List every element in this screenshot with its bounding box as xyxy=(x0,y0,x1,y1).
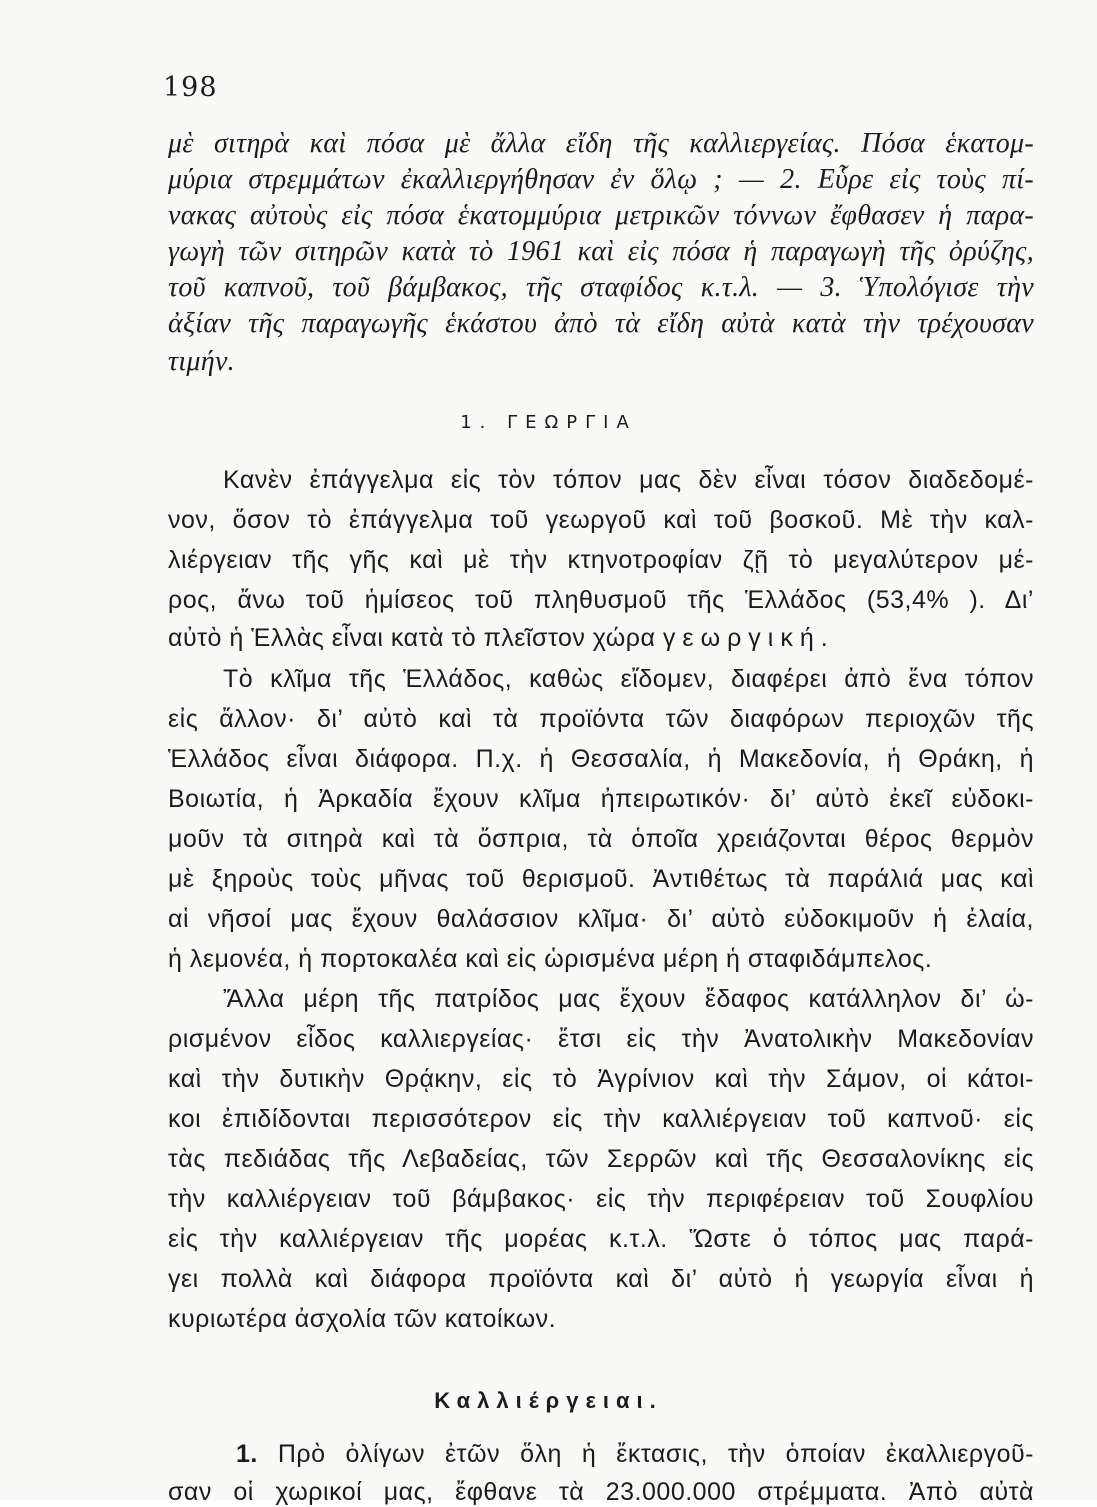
paragraph-line: λιέργειαν τῆς γῆς καὶ μὲ τὴν κτηνοτροφίαν ζῇ τὸ μεγαλύτερον μέ- xyxy=(168,546,1034,574)
intro-line: μὲ σιτηρὰ καὶ πόσα μὲ ἄλλα εἴδη τῆς καλλιεργείας. Πόσα ἑκατομ- xyxy=(168,128,1034,159)
paragraph-line: ρος, ἄνω τοῦ ἡμίσεος τοῦ πληθυσμοῦ τῆς Ἑλλάδος (53,4% ). Δι’ xyxy=(168,586,1034,614)
emphasized-word: γεωργική xyxy=(662,624,821,652)
paragraph-line: Κανὲν ἐπάγγελμα εἰς τὸν τόπον μας δὲν εἶναι τόσον διαδεδομέ- xyxy=(223,466,1034,494)
subheading: Καλλιέργειαι. xyxy=(434,1388,663,1413)
page-number: 198 xyxy=(163,72,218,103)
intro-line: τοῦ καπνοῦ, τοῦ βάμβακος, τῆς σταφίδος κ.τ.λ. — 3. Ὑπολόγισε τὴν xyxy=(168,272,1034,303)
paragraph-line-numbered xyxy=(236,1440,1034,1469)
paragraph-line: αἱ νῆσοί μας ἔχουν θαλάσσιον κλῖμα· δι’ αὐτὸ εὐδοκιμοῦν ἡ ἐλαία, xyxy=(168,905,1034,933)
paragraph-text: Πρὸ ὀλίγων ἐτῶν ὅλη ἡ ἔκτασις, τὴν ὁποίαν ἐκαλλιεργοῦ- xyxy=(277,1440,1034,1468)
intro-line: γωγὴ τῶν σιτηρῶν κατὰ τὸ 1961 καὶ εἰς πόσα ἡ παραγωγὴ τῆς ὀρύζης, xyxy=(168,236,1034,267)
intro-line: μύρια στρεμμάτων ἐκαλλιεργήθησαν ἐν ὅλῳ ; — 2. Εὗρε εἰς τοὺς πί- xyxy=(168,164,1034,195)
paragraph-line-last xyxy=(168,624,1034,653)
paragraph-line: Ἄλλα μέρη τῆς πατρίδος μας ἔχουν ἔδαφος κατάλληλον δι’ ὡ- xyxy=(223,985,1034,1013)
paragraph-line: Ἑλλάδος εἶναι διάφορα. Π.χ. ἡ Θεσσαλία, ἡ Μακεδονία, ἡ Θράκη, ἡ xyxy=(168,745,1034,773)
intro-line: τιμήν. xyxy=(168,346,235,377)
paragraph-line: νον, ὅσον τὸ ἐπάγγελμα τοῦ γεωργοῦ καὶ τοῦ βοσκοῦ. Μὲ τὴν καλ- xyxy=(168,506,1034,534)
paragraph-line: ρισμένον εἶδος καλλιεργείας· ἔτσι εἰς τὴν Ἀνατολικὴν Μακεδονίαν xyxy=(168,1025,1034,1053)
paragraph-line: εἰς ἄλλον· δι’ αὐτὸ καὶ τὰ προϊόντα τῶν διαφόρων περιοχῶν τῆς xyxy=(168,705,1034,733)
paragraph-line: ἡ λεμονέα, ἡ πορτοκαλέα καὶ εἰς ὡρισμένα μέρη ἡ σταφιδάμπελος. xyxy=(168,945,933,973)
paragraph-line: κυριωτέρα ἀσχολία τῶν κατοίκων. xyxy=(168,1305,557,1333)
paragraph-line: Τὸ κλῖμα τῆς Ἑλλάδος, καθὼς εἴδομεν, διαφέρει ἀπὸ ἕνα τόπον xyxy=(223,665,1034,693)
paragraph-line: καὶ τὴν δυτικὴν Θρᾴκην, εἰς τὸ Ἀγρίνιον καὶ τὴν Σάμον, οἱ κάτοι- xyxy=(168,1065,1034,1093)
paragraph-line: εἰς τὴν καλλιέργειαν τῆς μορέας κ.τ.λ. Ὥστε ὁ τόπος μας παρά- xyxy=(168,1225,1034,1253)
paragraph-text: αὐτὸ ἡ Ἑλλὰς εἶναι κατὰ τὸ πλεῖστον χώρα xyxy=(168,624,656,652)
intro-line: ἀξίαν τῆς παραγωγῆς ἑκάστου ἀπὸ τὰ εἴδη αὐτὰ κατὰ τὴν τρέχουσαν xyxy=(168,308,1034,339)
paragraph-line: κοι ἐπιδίδονται περισσότερον εἰς τὴν καλλιέργειαν τοῦ καπνοῦ· εἰς xyxy=(168,1105,1034,1133)
paragraph-line: Βοιωτία, ἡ Ἀρκαδία ἔχουν κλῖμα ἠπειρωτικόν· δι’ αὐτὸ ἐκεῖ εὐδοκι- xyxy=(168,785,1034,813)
section-heading: 1. ΓΕΩΡΓΙΑ xyxy=(460,412,637,433)
intro-line: νακας αὐτοὺς εἰς πόσα ἑκατομμύρια μετρικῶν τόννων ἔφθασεν ἡ παρα- xyxy=(168,200,1034,231)
paragraph-line: μοῦν τὰ σιτηρὰ καὶ τὰ ὄσπρια, τὰ ὁποῖα χρειάζονται θέρος θερμὸν xyxy=(168,825,1034,853)
paragraph-line: τὴν καλλιέργειαν τοῦ βάμβακος· εἰς τὴν περιφέρειαν τοῦ Σουφλίου xyxy=(168,1185,1034,1213)
paragraph-line: γει πολλὰ καὶ διάφορα προϊόντα καὶ δι’ αὐτὸ ἡ γεωργία εἶναι ἡ xyxy=(168,1265,1034,1293)
paragraph-line: τὰς πεδιάδας τῆς Λεβαδείας, τῶν Σερρῶν καὶ τῆς Θεσσαλονίκης εἰς xyxy=(168,1145,1034,1173)
item-number: 1. xyxy=(236,1440,258,1468)
paragraph-punct: . xyxy=(820,624,829,652)
paragraph-line: σαν οἱ χωρικοί μας, ἔφθανε τὰ 23.000.000 στρέμματα. Ἀπὸ αὐτὰ xyxy=(168,1478,1034,1506)
paragraph-line: μὲ ξηροὺς τοὺς μῆνας τοῦ θερισμοῦ. Ἀντιθέτως τὰ παράλιά μας καὶ xyxy=(168,865,1034,893)
